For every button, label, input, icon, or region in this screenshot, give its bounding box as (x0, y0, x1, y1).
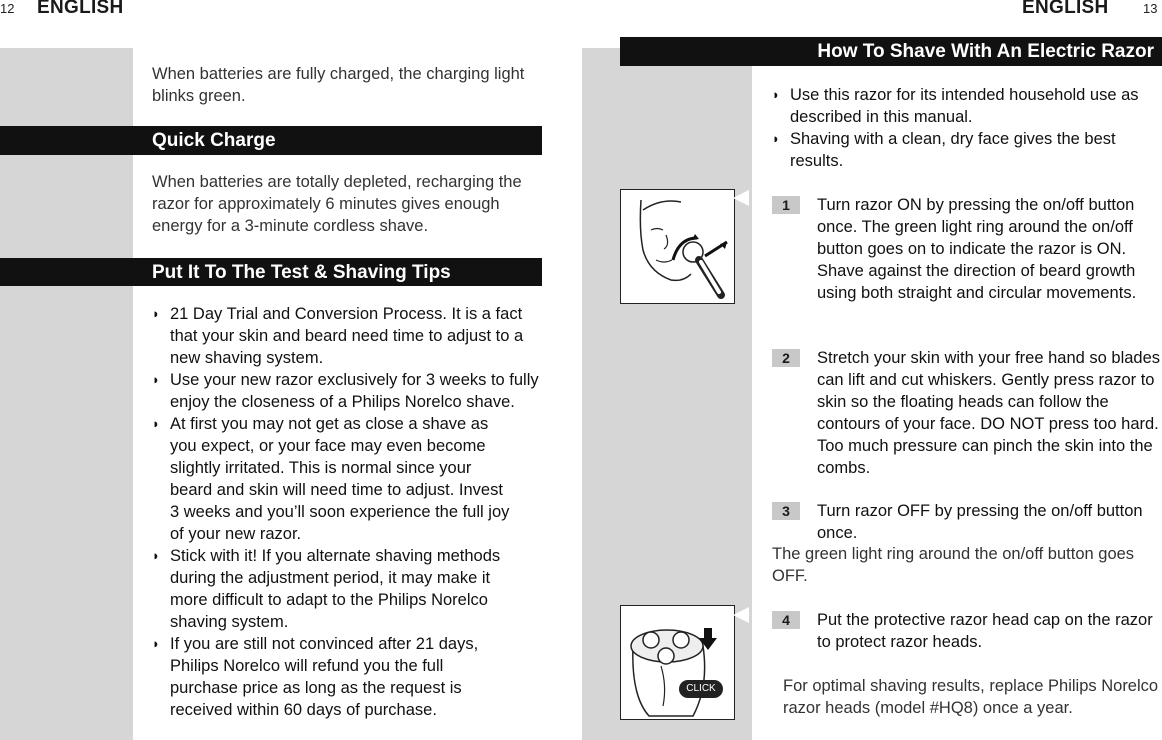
section-bar-quick-charge (0, 126, 542, 155)
section-title-quick-charge: Quick Charge (152, 130, 276, 151)
page-header-left: ENGLISH (37, 0, 124, 18)
page-number-left: 12 (0, 1, 15, 16)
step-text: Put the protective razor head cap on the razor to protect razor heads. (817, 611, 1153, 651)
list-item: ◗ If you are still not convinced after 21 days, Philips Norelco will refund you the full purchase price as long as the request is received within 60 days of purchase. (152, 635, 479, 719)
step-1 (772, 194, 1160, 304)
bullet-icon: ◗ (152, 372, 160, 387)
head-cap-illustration (620, 605, 735, 720)
razor-cap-icon (621, 606, 734, 719)
page-header-right: ENGLISH (1022, 0, 1109, 18)
margin-block (0, 286, 133, 740)
bullet-icon: ◗ (152, 548, 160, 563)
step-number: 3 (772, 502, 800, 520)
step-2 (772, 347, 1160, 479)
section-bar-how-to-shave (620, 37, 1162, 66)
margin-block (0, 48, 133, 126)
step-text: Turn razor OFF by pressing the on/off button once. (817, 502, 1143, 542)
list-item: ◗ Use this razor for its intended household use as described in this manual. (772, 86, 1139, 126)
pointer-triangle (733, 607, 749, 623)
bullet-icon: ◗ (772, 87, 780, 102)
section-title-tips: Put It To The Test & Shaving Tips (152, 262, 451, 283)
replace-note: For optimal shaving results, replace Philips Norelco razor heads (model #HQ8) once a year. (783, 677, 1159, 717)
step-number: 4 (772, 611, 800, 629)
usage-bullets (772, 84, 1158, 172)
section-bar-tips (0, 258, 542, 286)
bullet-icon: ◗ (152, 636, 160, 651)
pointer-triangle (733, 190, 749, 206)
list-item: ◗ Use your new razor exclusively for 3 weeks to fully enjoy the closeness of a Philips Norelco shave. (152, 371, 539, 411)
bullet-icon: ◗ (772, 131, 780, 146)
step-number: 2 (772, 349, 800, 367)
charged-text: When batteries are fully charged, the charging light blinks green. (152, 65, 525, 105)
step-text: Stretch your skin with your free hand so blades can lift and cut whiskers. Gently press razor to skin so the floating heads can follow the contours of your face. DO NOT press too hard. Too much pressure can pinch the skin into the combs. (817, 349, 1161, 477)
margin-block (0, 155, 133, 258)
tips-list (152, 303, 544, 721)
page-number-right: 13 (1143, 1, 1158, 16)
face-shaving-illustration (620, 189, 735, 304)
quick-charge-text: When batteries are totally depleted, recharging the razor for approximately 6 minutes gives enough energy for a 3-minute cordless shave. (152, 173, 522, 235)
face-shaving-icon (621, 190, 734, 303)
step-number: 1 (772, 196, 800, 214)
section-title-how-to-shave: How To Shave With An Electric Razor (817, 41, 1154, 62)
bullet-icon: ◗ (152, 416, 160, 431)
list-item: ◗ 21 Day Trial and Conversion Process. It is a fact that your skin and beard need time to adjust to a new shaving system. (152, 305, 524, 367)
list-item: ◗ At first you may not get as close a shave as you expect, or your face may even become slightly irritated. This is normal since your beard and skin will need time to adjust. Invest 3 weeks and you’ll soon experience the full joy of your new razor. (152, 415, 510, 543)
click-badge: CLICK (679, 680, 723, 698)
list-item: ◗ Stick with it! If you alternate shaving methods during the adjustment period, it may make it more difficult to adapt to the Philips Norelco shaving system. (152, 547, 501, 631)
step-3 (772, 500, 1160, 544)
off-note: The green light ring around the on/off button goes OFF. (772, 545, 1135, 585)
step-text: Turn razor ON by pressing the on/off button once. The green light ring around the on/off button goes on to indicate the razor is ON. Shave against the direction of beard growth using both straight and circular movements. (817, 196, 1137, 302)
bullet-icon: ◗ (152, 306, 160, 321)
list-item: ◗ Shaving with a clean, dry face gives the best results. (772, 130, 1116, 170)
step-4 (772, 609, 1160, 653)
